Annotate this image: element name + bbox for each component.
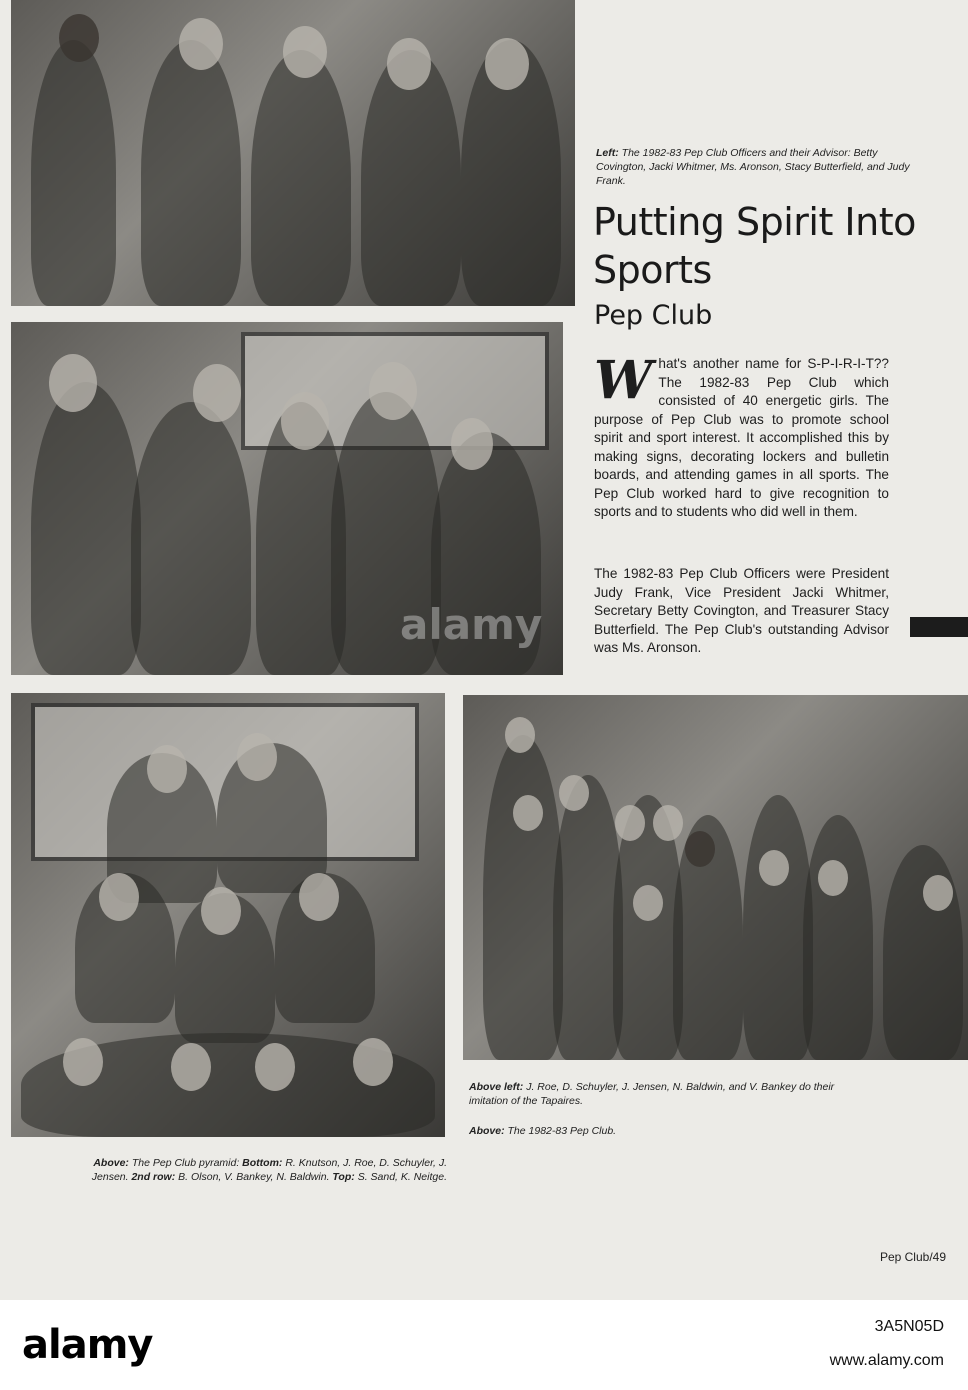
pyramid-photo bbox=[11, 693, 445, 1137]
above-label: Above: bbox=[469, 1125, 505, 1137]
pyramid-bottom-text: R. Knutson, J. Roe, D. Schuyler, J. Jensen. bbox=[91, 1157, 447, 1183]
pyramid-caption bbox=[55, 1156, 447, 1184]
stock-footer bbox=[0, 1300, 968, 1390]
caption-text: The 1982-83 Pep Club Officers and their Advisor: Betty Covington, Jacki Whitmer, Ms. Aronson, Stacy Butterfield, and Judy Frank. bbox=[596, 147, 910, 187]
article-subtitle: Pep Club bbox=[594, 300, 713, 331]
pyramid-row2-text: B. Olson, V. Bankey, N. Baldwin. bbox=[178, 1171, 330, 1183]
pyramid-text-1: The Pep Club pyramid: bbox=[131, 1157, 240, 1169]
pyramid-top-label: Top: bbox=[332, 1171, 355, 1183]
above-left-text: J. Roe, D. Schuyler, J. Jensen, N. Baldwin, and V. Bankey do their imitation of the Tapaires. bbox=[469, 1081, 835, 1107]
drop-cap: W bbox=[594, 350, 653, 411]
paragraph-2-text: The 1982-83 Pep Club Officers were President Judy Frank, Vice President Jacki Whitmer, Secretary Betty Covington, and Treasurer Stacy Butterfield. The Pep Club's outstanding Advisor was Ms. Aronson. bbox=[594, 566, 889, 655]
watermark-overlay: alamy bbox=[400, 600, 543, 649]
group-photo bbox=[463, 695, 968, 1060]
article-paragraph-2 bbox=[594, 565, 889, 658]
image-id: 3A5N05D bbox=[874, 1318, 944, 1335]
pyramid-row2-label: 2nd row: bbox=[131, 1171, 176, 1183]
paragraph-1-text: hat's another name for S-P-I-R-I-T?? The 1982-83 Pep Club which consisted of 40 energetic girls. The purpose of Pep Club was to promote school spirit and sport interest. It accomplished this by making signs, decorating lockers and bulletin boards, and attending games in all sports. The Pep Club worked hard to give recognition to sports and to students who did well in them. bbox=[594, 356, 889, 519]
site-url[interactable]: www.alamy.com bbox=[829, 1352, 944, 1369]
article-title: Putting Spirit Into Sports bbox=[593, 200, 916, 292]
officers-photo bbox=[11, 0, 575, 306]
above-left-label: Above left: bbox=[469, 1081, 524, 1093]
alamy-logo[interactable]: alamy bbox=[22, 1322, 153, 1368]
page-folio: Pep Club/49 bbox=[879, 1250, 946, 1264]
above-text: The 1982-83 Pep Club. bbox=[507, 1125, 617, 1137]
above-left-caption bbox=[469, 1080, 869, 1108]
pyramid-label: Above: bbox=[93, 1157, 129, 1169]
caption-label: Left: bbox=[596, 147, 619, 159]
section-tab bbox=[910, 617, 968, 637]
pyramid-top-text: S. Sand, K. Neitge. bbox=[357, 1171, 447, 1183]
above-caption bbox=[469, 1124, 869, 1138]
pyramid-bottom-label: Bottom: bbox=[242, 1157, 283, 1169]
officers-caption bbox=[596, 146, 916, 188]
article-paragraph-1 bbox=[594, 350, 889, 522]
